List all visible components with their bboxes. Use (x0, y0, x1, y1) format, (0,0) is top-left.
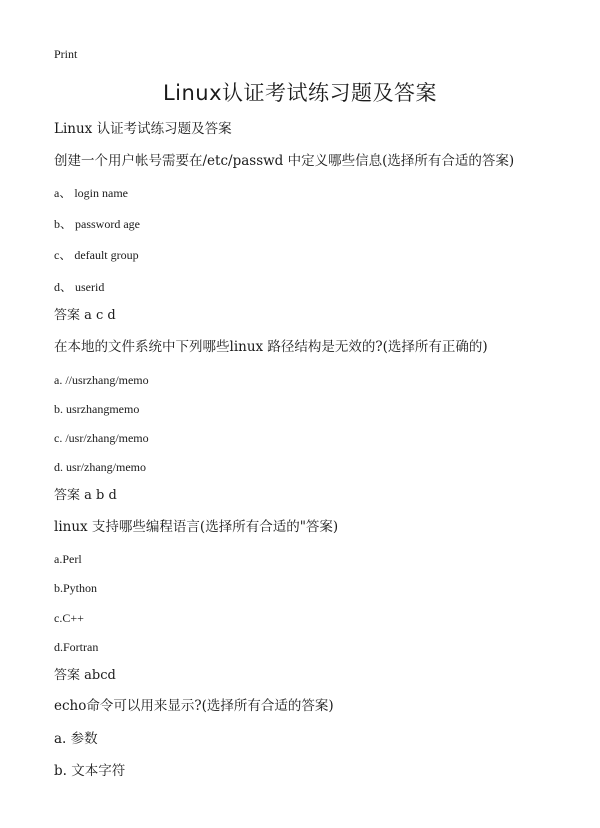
print-label: Print (54, 47, 78, 61)
question-1-option-b: b、 password age (54, 217, 140, 231)
question-1-option-a: a、 login name (54, 186, 128, 200)
question-1-text: 创建一个用户帐号需要在/etc/passwd 中定义哪些信息(选择所有合适的答案) (54, 153, 515, 169)
question-3-answer: 答案 abcd (54, 668, 116, 683)
question-3-text: linux 支持哪些编程语言(选择所有合适的"答案) (54, 519, 339, 535)
question-2-option-d: d. usr/zhang/memo (54, 460, 146, 474)
question-3-option-d: d.Fortran (54, 640, 99, 654)
question-1-answer: 答案 a c d (54, 308, 116, 323)
question-3-option-c: c.C++ (54, 611, 84, 625)
question-2-option-c: c. /usr/zhang/memo (54, 431, 149, 445)
question-4-text: echo命令可以用来显示?(选择所有合适的答案) (54, 698, 334, 714)
page-title: Linux认证考试练习题及答案 (162, 81, 438, 105)
question-3-option-a: a.Perl (54, 552, 82, 566)
question-2-text: 在本地的文件系统中下列哪些linux 路径结构是无效的?(选择所有正确的) (54, 339, 488, 355)
question-2-answer: 答案 a b d (54, 488, 117, 503)
question-1-option-c: c、 default group (54, 248, 139, 262)
question-1-option-d: d、 userid (54, 280, 105, 294)
question-3-option-b: b.Python (54, 581, 98, 595)
question-2-option-b: b. usrzhangmemo (54, 402, 140, 416)
question-2-option-a: a. //usrzhang/memo (54, 373, 149, 387)
question-4-option-a: a. 参数 (54, 731, 98, 747)
document-subtitle: Linux 认证考试练习题及答案 (54, 121, 232, 137)
question-4-option-b: b. 文本字符 (54, 763, 126, 779)
